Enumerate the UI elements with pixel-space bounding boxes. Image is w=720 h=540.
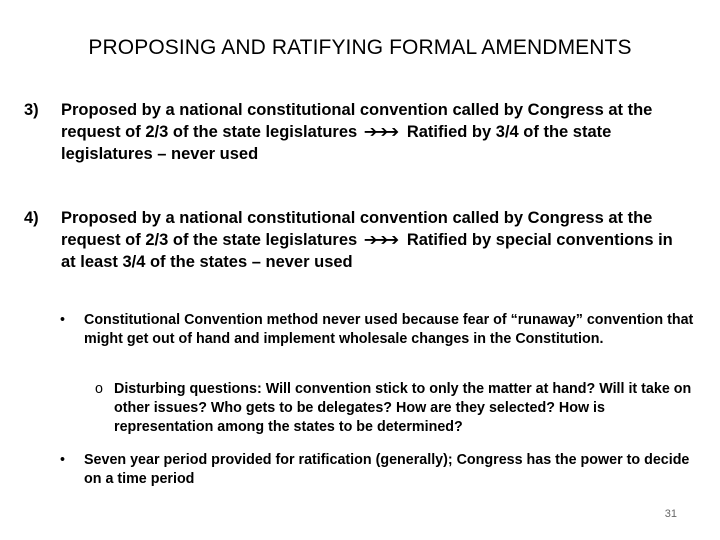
- bullet-item: [60, 451, 700, 489]
- item-number: 3): [24, 101, 39, 119]
- item-text-proposal: Proposed by a national constitutional convention called by Congress at the request of 2/3 of the state legislatures: [61, 209, 653, 249]
- item-text: [61, 99, 684, 165]
- triple-arrow-icon: ➔➔➔: [363, 231, 397, 249]
- bullet-text: Constitutional Convention method never used because fear of “runaway” convention that might get out of hand and implement wholesale changes in the Constitution.: [84, 312, 694, 347]
- triple-arrow-icon: ➔➔➔: [363, 123, 397, 141]
- item-text-ratification: Ratified by special conventions in at least 3/4 of the states – never used: [61, 231, 673, 271]
- bullet-item: [60, 311, 700, 349]
- item-text-proposal: Proposed by a national constitutional convention called by Congress at the request of 2/3 of the state legislatures: [61, 101, 653, 141]
- bullet-dot-icon: •: [60, 312, 66, 328]
- list-item-3: [24, 99, 684, 165]
- page-number: 31: [664, 508, 677, 520]
- bullet-dot-icon: •: [60, 452, 66, 468]
- item-text: [61, 207, 684, 273]
- sub-bullet-marker-icon: o: [95, 381, 103, 397]
- item-number: 4): [24, 209, 39, 227]
- list-item-4: [24, 207, 684, 273]
- bullet-text: Seven year period provided for ratification (generally); Congress has the power to decide on a time period: [84, 452, 690, 487]
- item-text-ratification: Ratified by 3/4 of the state legislatures – never used: [61, 123, 612, 163]
- sub-bullet-item: [95, 380, 695, 437]
- sub-bullet-text: Disturbing questions: Will convention stick to only the matter at hand? Will it take on other issues? Who gets to be delegates? How are they selected? How is representation among the states to be determined?: [114, 381, 692, 435]
- slide-title: PROPOSING AND RATIFYING FORMAL AMENDMENTS: [88, 36, 632, 59]
